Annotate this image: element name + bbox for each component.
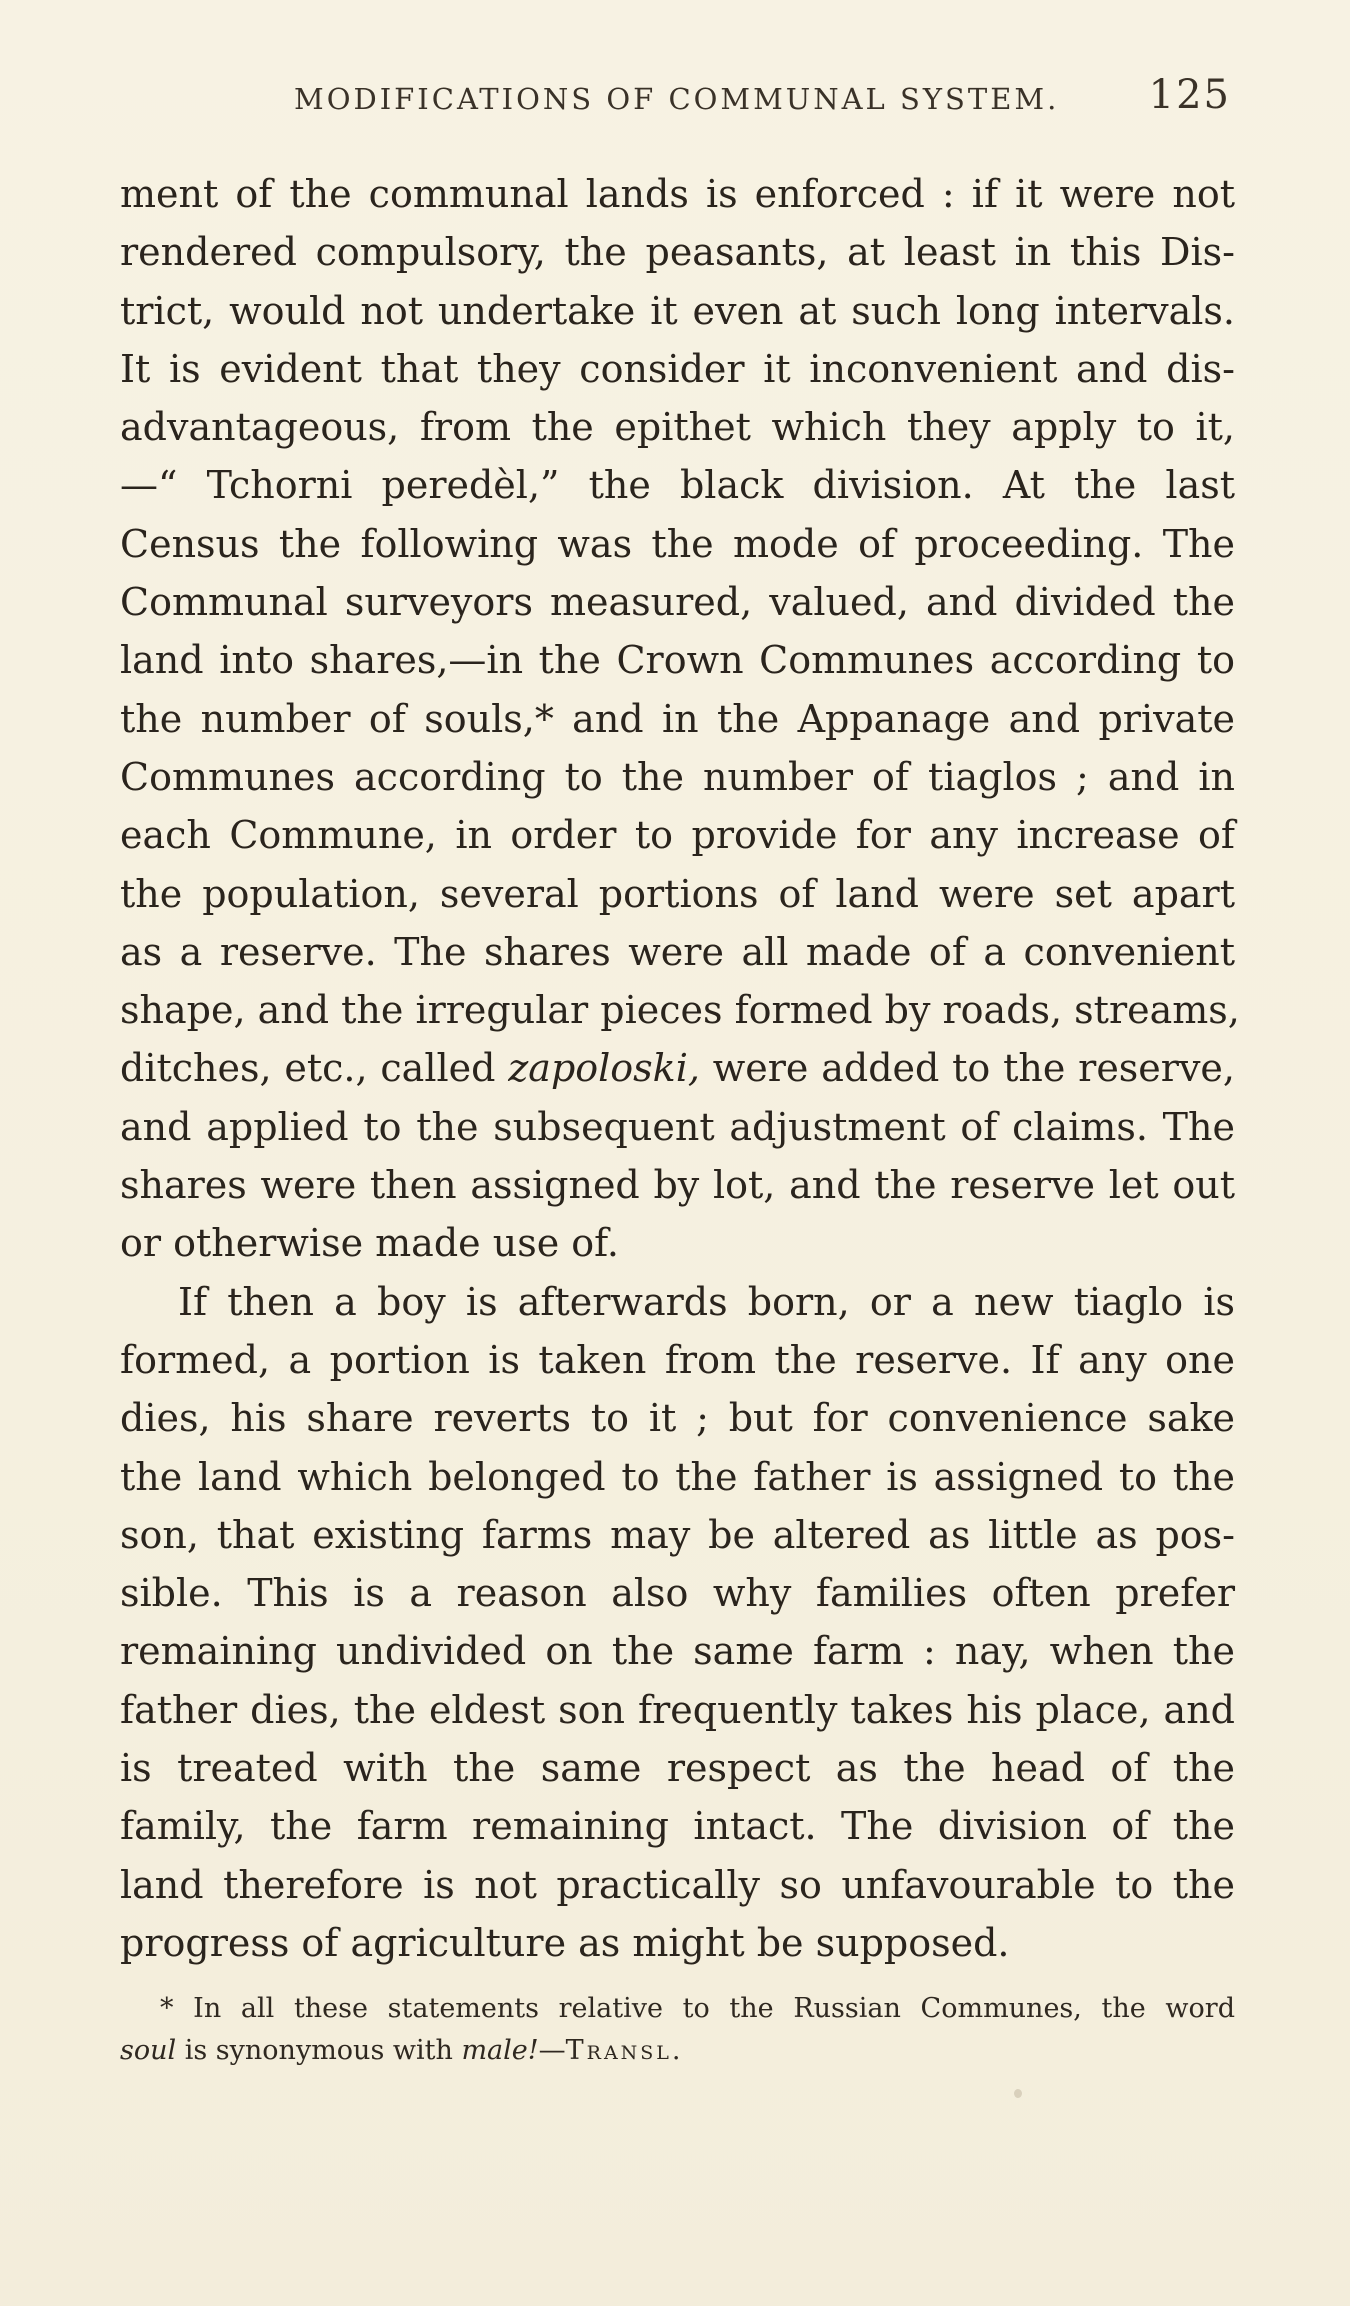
line-text-after: were added to the reserve,: [699, 1046, 1235, 1091]
text-line: dies, his share reverts to it ; but for convenience sake: [120, 1396, 1235, 1441]
footnote-translator-note: Transl.: [565, 2035, 684, 2066]
text-line: It is evident that they consider it inconvenient and dis-: [120, 346, 1235, 391]
text-line: land into shares,—in the Crown Communes according to: [120, 638, 1235, 683]
page-number: 125: [1148, 72, 1231, 118]
text-line: formed, a portion is taken from the reserve. If any one: [120, 1337, 1235, 1382]
paper-spot: [1014, 2089, 1022, 2098]
text-line: Communal surveyors measured, valued, and divided the: [120, 580, 1235, 625]
text-line: ment of the communal lands is enforced : if it were not: [120, 172, 1235, 216]
text-line: —“ Tchorni peredèl,” the black division. At the last: [120, 463, 1235, 508]
text-line: sible. This is a reason also why families often prefer: [120, 1571, 1235, 1616]
text-line: trict, would not undertake it even at such long intervals.: [120, 288, 1235, 333]
footnote-line: * In all these statements relative to the Russian Communes, the word: [160, 1993, 1235, 2024]
text-line: and applied to the subsequent adjustment of claims. The: [120, 1104, 1235, 1149]
text-line: as a reserve. The shares were all made of a convenient: [120, 929, 1235, 974]
text-line: the land which belonged to the father is assigned to the: [120, 1454, 1235, 1499]
italic-term: zapoloski,: [508, 1046, 700, 1091]
text-line: father dies, the eldest son frequently takes his place, and: [120, 1687, 1235, 1732]
text-line: shape, and the irregular pieces formed by roads, streams,: [120, 988, 1240, 1033]
text-line: land therefore is not practically so unfavourable to the: [120, 1862, 1235, 1907]
text-line: each Commune, in order to provide for any increase of: [120, 813, 1235, 858]
footnote-italic-male: male!: [461, 2035, 539, 2066]
footnote-italic-soul: soul: [120, 2035, 177, 2066]
text-line: is treated with the same respect as the head of the: [120, 1746, 1235, 1791]
footnote: [120, 1988, 1235, 2072]
footnote-dash: —: [538, 2035, 566, 2066]
footnote-text: is synonymous with: [176, 2035, 462, 2066]
body-text: [120, 165, 1240, 1972]
text-line: family, the farm remaining intact. The division of the: [120, 1804, 1235, 1849]
text-line: remaining undivided on the same farm : nay, when the: [120, 1629, 1235, 1674]
text-line: the population, several portions of land were set apart: [120, 871, 1235, 916]
running-title: MODIFICATIONS OF COMMUNAL SYSTEM.: [294, 82, 1060, 116]
text-line: the number of souls,* and in the Appanage and private: [120, 696, 1235, 741]
text-line: shares were then assigned by lot, and the reserve let out: [120, 1163, 1235, 1208]
text-line: rendered compulsory, the peasants, at least in this Dis-: [120, 230, 1235, 275]
footnote-line: [120, 2030, 1235, 2072]
text-line: progress of agriculture as might be supposed.: [120, 1920, 1010, 1965]
text-line: advantageous, from the epithet which they apply to it,: [120, 405, 1235, 450]
text-line: If then a boy is afterwards born, or a new tiaglo is: [178, 1279, 1235, 1324]
running-head: [120, 72, 1235, 122]
text-line-with-italic: [120, 1039, 1235, 1097]
text-line: Communes according to the number of tiaglos ; and in: [120, 754, 1235, 799]
line-text-before: ditches, etc., called: [120, 1046, 509, 1091]
text-line: son, that existing farms may be altered as little as pos-: [120, 1512, 1235, 1557]
text-line: or otherwise made use of.: [120, 1221, 619, 1266]
text-line: Census the following was the mode of proceeding. The: [120, 521, 1235, 566]
